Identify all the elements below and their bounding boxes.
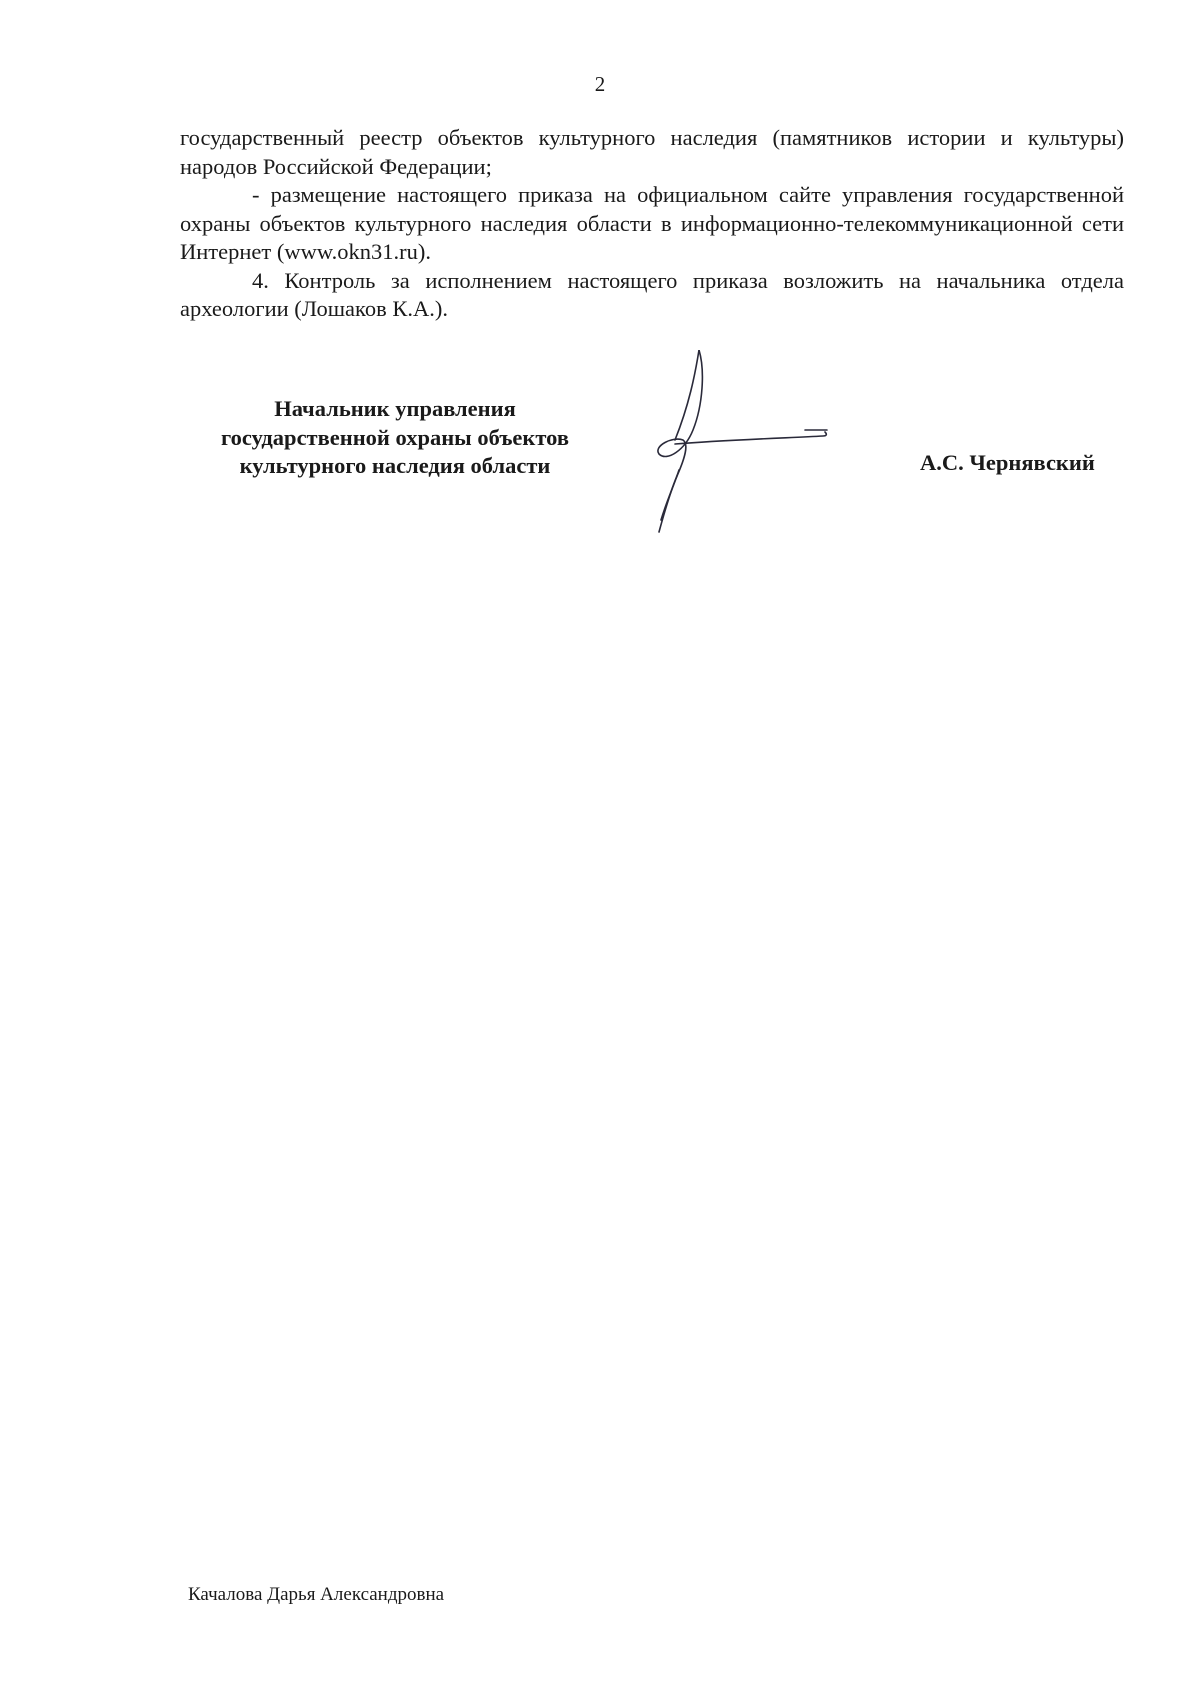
handwritten-signature: [655, 350, 875, 550]
signature-stroke-tail: [661, 470, 679, 520]
paragraph-website-publication: - размещение настоящего приказа на официальном сайте управления государственной охраны объектов культурного наследия области в информационно-телекоммуникационной сети Интернет (www.okn31.ru).: [180, 182, 1124, 264]
signature-stroke-upper: [675, 350, 699, 440]
signatory-title-line: Начальник управления: [274, 396, 516, 421]
signatory-title-line: культурного наследия области: [239, 453, 551, 478]
signatory-title-line: государственной охраны объектов: [221, 424, 569, 450]
executor-name: Качалова Дарья Александровна: [188, 1584, 445, 1605]
signature-stroke-horizontal: [675, 432, 826, 444]
body-text: [180, 124, 1124, 324]
signatory-title: [190, 395, 600, 481]
paragraph-control: 4. Контроль за исполнением настоящего приказа возложить на начальника отдела археологии (Лошаков К.А.).: [180, 267, 1124, 321]
paragraph-registry: государственный реестр объектов культурного наследия (памятников истории и культуры) народов Российской Федерации;: [180, 125, 1124, 179]
signatory-name: А.С. Чернявский: [920, 450, 1095, 475]
page-number: 2: [594, 72, 606, 96]
